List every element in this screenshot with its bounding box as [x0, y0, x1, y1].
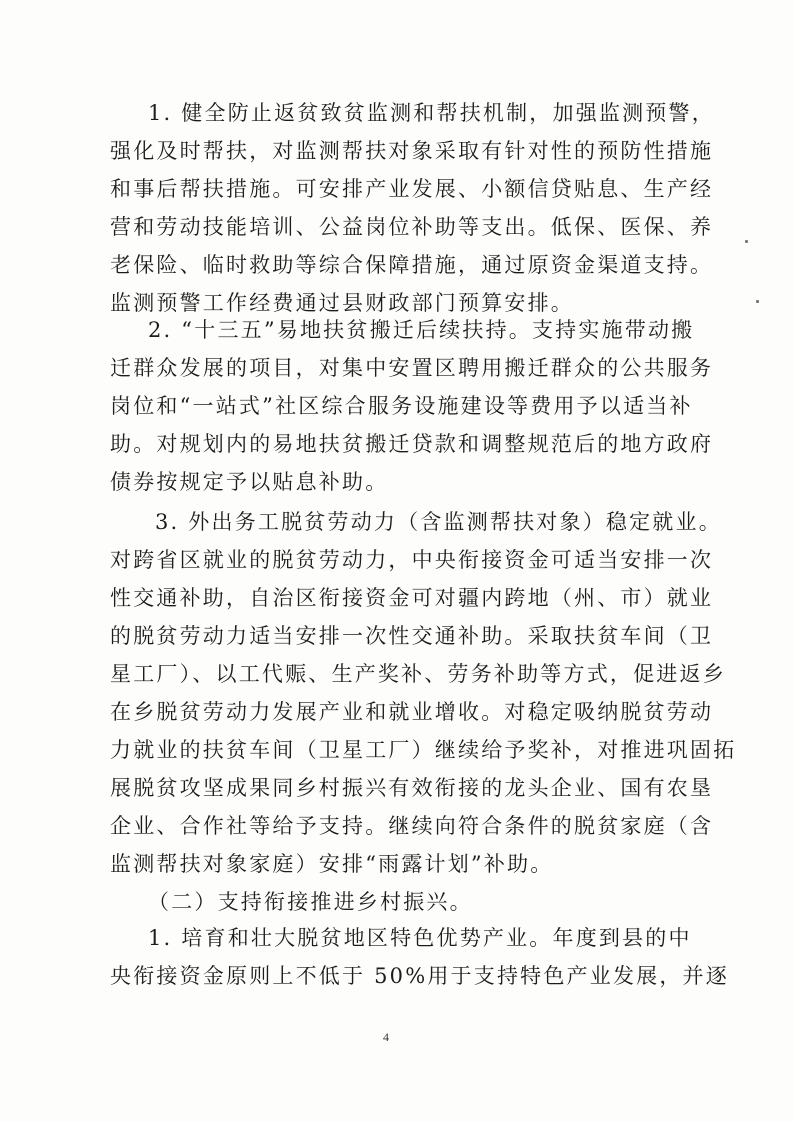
- text-line: 迁群众发展的项目，对集中安置区聘用搬迁群众的公共服务: [110, 356, 714, 380]
- text-line: 岗位和“一站式”社区综合服务设施建设等费用予以适当补: [110, 394, 693, 418]
- text-line: 对跨省区就业的脱贫劳动力，中央衔接资金可适当安排一次: [110, 548, 714, 572]
- text-line: 展脱贫攻坚成果同乡村振兴有效衔接的龙头企业、国有农垦: [110, 776, 714, 800]
- scan-speck: [745, 240, 748, 243]
- text-line: 老保险、临时救助等综合保障措施，通过原资金渠道支持。: [110, 253, 714, 277]
- text-line: 央衔接资金原则上不低于 50%用于支持特色产业发展，并逐: [110, 964, 729, 988]
- text-line: 3. 外出务工脱贫劳动力（含监测帮扶对象）稳定就业。: [155, 510, 722, 534]
- text-line: 债券按规定予以贴息补助。: [110, 470, 389, 494]
- text-line: 和事后帮扶措施。可安排产业发展、小额信贷贴息、生产经: [110, 177, 714, 201]
- section-heading: （二）支持衔接推进乡村振兴。: [148, 890, 473, 914]
- text-line: 营和劳动技能培训、公益岗位补助等支出。低保、医保、养: [110, 215, 714, 239]
- text-line: 2. “十三五”易地扶贫搬迁后续扶持。支持实施带动搬: [148, 318, 695, 342]
- text-line: 强化及时帮扶，对监测帮扶对象采取有针对性的预防性措施: [110, 139, 714, 163]
- text-line: 助。对规划内的易地扶贫搬迁贷款和调整规范后的地方政府: [110, 432, 714, 456]
- scan-speck: [756, 300, 759, 303]
- text-line: 力就业的扶贫车间（卫星工厂）继续给予奖补，对推进巩固拓: [110, 738, 737, 762]
- text-line: 的脱贫劳动力适当安排一次性交通补助。采取扶贫车间（卫: [110, 624, 714, 648]
- text-line: 性交通补助，自治区衔接资金可对疆内跨地（州、市）就业: [110, 586, 714, 610]
- page-number: 4: [383, 1030, 389, 1044]
- text-line: 企业、合作社等给予支持。继续向符合条件的脱贫家庭（含: [110, 814, 714, 838]
- text-line: 监测帮扶对象家庭）安排“雨露计划”补助。: [110, 852, 554, 876]
- text-line: 1. 培育和壮大脱贫地区特色优势产业。年度到县的中: [148, 926, 692, 950]
- text-line: 监测预警工作经费通过县财政部门预算安排。: [110, 291, 574, 315]
- text-line: 在乡脱贫劳动力发展产业和就业增收。对稳定吸纳脱贫劳动: [110, 700, 714, 724]
- text-line: 1. 健全防止返贫致贫监测和帮扶机制，加强监测预警，: [148, 101, 715, 125]
- text-line: 星工厂）、以工代赈、生产奖补、劳务补助等方式，促进返乡: [110, 662, 726, 686]
